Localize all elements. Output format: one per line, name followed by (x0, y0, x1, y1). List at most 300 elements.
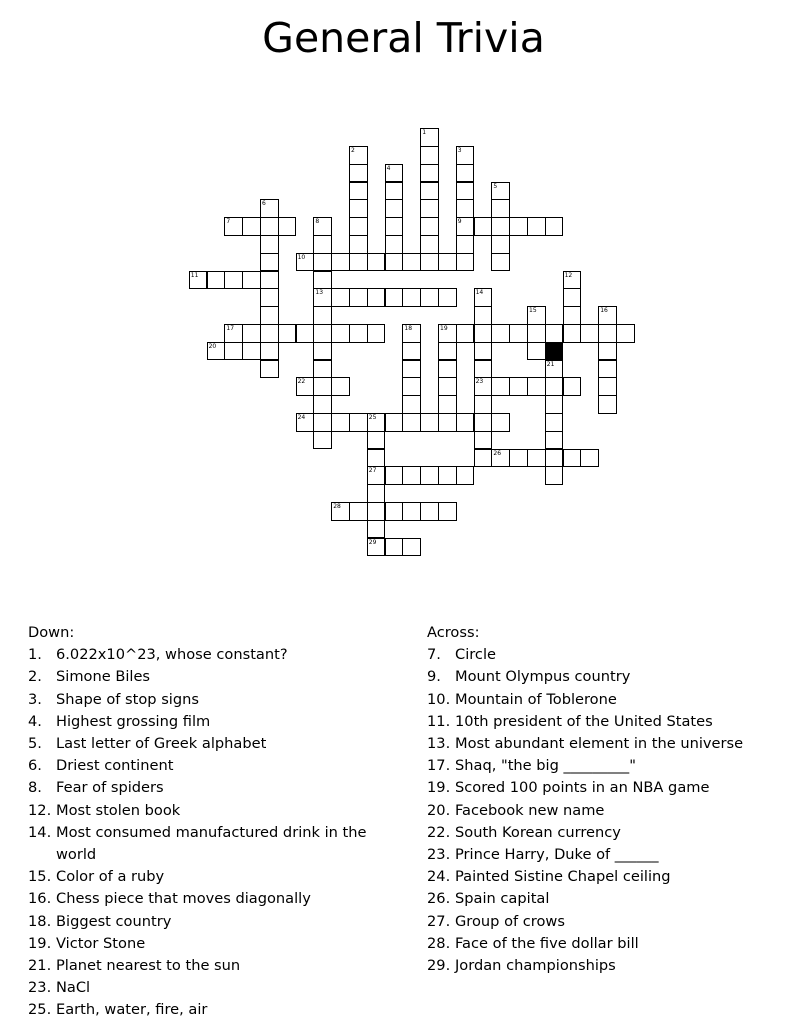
grid-cell[interactable] (545, 449, 564, 468)
grid-cell[interactable] (438, 413, 457, 432)
clue-text: South Korean currency (455, 823, 621, 841)
grid-cell[interactable] (598, 377, 617, 396)
across-clue (427, 911, 797, 933)
down-clue (28, 977, 398, 999)
clue-number: 15. (28, 868, 52, 886)
grid-cell[interactable] (260, 306, 279, 325)
grid-cell[interactable] (580, 449, 599, 468)
grid-cell[interactable] (420, 235, 439, 254)
cell-number: 11 (190, 271, 199, 279)
grid-cell[interactable] (527, 324, 546, 343)
grid-cell[interactable] (491, 413, 510, 432)
across-clue (427, 666, 797, 688)
grid-cell[interactable] (420, 199, 439, 218)
cell-number: 22 (297, 378, 306, 386)
clue-number: 12. (28, 801, 52, 819)
cell-number: 17 (226, 325, 235, 332)
down-clue (28, 933, 398, 955)
cell-number: 7 (226, 218, 231, 226)
grid-cell[interactable] (545, 324, 564, 343)
grid-cell[interactable] (402, 466, 421, 485)
grid-cell[interactable] (402, 324, 421, 343)
clue-number: 10. (427, 690, 451, 708)
clue-number: 17. (427, 757, 451, 775)
clue-number: 6. (28, 757, 42, 775)
grid-cell[interactable] (438, 324, 457, 343)
grid-cell[interactable] (367, 413, 386, 432)
grid-cell[interactable] (438, 288, 457, 307)
grid-cell[interactable] (456, 235, 475, 254)
grid-cell[interactable] (509, 324, 528, 343)
grid-cell[interactable] (402, 502, 421, 521)
grid-cell[interactable] (260, 235, 279, 254)
grid-cell[interactable] (242, 217, 261, 236)
grid-cell[interactable] (349, 182, 368, 201)
down-clues (28, 622, 398, 1022)
grid-cell[interactable] (367, 449, 386, 468)
grid-cell[interactable] (385, 199, 404, 218)
clue-number: 19. (427, 779, 451, 797)
grid-cell[interactable] (402, 360, 421, 379)
cell-number: 5 (493, 182, 498, 190)
clue-number: 21. (28, 957, 52, 975)
clue-text: Most stolen book (56, 801, 181, 819)
grid-cell[interactable] (420, 502, 439, 521)
clue-text: Victor Stone (56, 934, 146, 952)
grid-cell[interactable] (367, 431, 386, 450)
down-clue (28, 955, 398, 977)
clue-text: 6.022x10^23, whose constant? (56, 646, 288, 664)
grid-cell[interactable] (260, 360, 279, 379)
grid-cell[interactable] (260, 217, 279, 236)
down-clue (28, 689, 398, 711)
grid-cell[interactable] (545, 413, 564, 432)
down-clue (28, 666, 398, 688)
grid-cell[interactable] (616, 324, 635, 343)
cell-number: 16 (600, 307, 608, 315)
grid-cell[interactable] (491, 377, 510, 396)
grid-cell[interactable] (438, 253, 457, 272)
grid-cell[interactable] (402, 413, 421, 432)
grid-cell[interactable] (456, 324, 475, 343)
grid-cell[interactable] (402, 395, 421, 414)
cell-number: 20 (208, 342, 217, 350)
clue-number: 7. (427, 646, 441, 664)
cell-number: 8 (315, 218, 320, 226)
grid-cell[interactable] (224, 217, 243, 236)
clue-number: 19. (28, 934, 52, 952)
grid-cell[interactable] (474, 217, 493, 236)
across-clue (427, 933, 797, 955)
clue-number: 28. (427, 934, 451, 952)
across-clue (427, 888, 797, 910)
across-header: Across: (427, 624, 480, 641)
down-clue (28, 888, 398, 910)
grid-cell[interactable] (260, 271, 279, 290)
grid-cell[interactable] (331, 377, 350, 396)
black-cell (545, 342, 564, 361)
grid-cell[interactable] (420, 164, 439, 183)
grid-cell[interactable] (367, 520, 386, 539)
clue-text: Face of the five dollar bill (455, 934, 639, 952)
clue-text: Mountain of Toblerone (455, 690, 617, 708)
grid-cell[interactable] (313, 395, 332, 414)
grid-cell[interactable] (420, 466, 439, 485)
grid-cell[interactable] (456, 217, 475, 236)
grid-cell[interactable] (331, 502, 350, 521)
grid-cell[interactable] (278, 324, 297, 343)
grid-cell[interactable] (385, 164, 404, 183)
grid-cell[interactable] (313, 413, 332, 432)
grid-cell[interactable] (260, 342, 279, 361)
clue-number: 3. (28, 690, 42, 708)
clue-text: Painted Sistine Chapel ceiling (455, 868, 671, 886)
down-clue (28, 777, 398, 799)
cell-number: 4 (386, 164, 391, 172)
clue-text: Most abundant element in the universe (455, 735, 744, 752)
down-header: Down: (28, 624, 75, 641)
grid-cell[interactable] (438, 377, 457, 396)
grid-cell[interactable] (260, 253, 279, 272)
clue-text: Group of crows (455, 912, 565, 930)
grid-cell[interactable] (491, 324, 510, 343)
across-clue (427, 777, 797, 799)
grid-cell[interactable] (563, 306, 582, 325)
clue-text: Planet nearest to the sun (56, 957, 241, 975)
grid-cell[interactable] (438, 360, 457, 379)
clue-number: 5. (28, 735, 42, 752)
clue-number: 4. (28, 712, 42, 730)
grid-cell[interactable] (331, 324, 350, 343)
clue-text: Spain capital (455, 890, 550, 908)
grid-cell[interactable] (367, 288, 386, 307)
clue-number: 24. (427, 868, 451, 886)
grid-cell[interactable] (385, 235, 404, 254)
clue-number: 2. (28, 668, 42, 686)
cell-number: 1 (422, 129, 427, 137)
grid-cell[interactable] (331, 413, 350, 432)
cell-number: 10 (297, 253, 306, 261)
grid-cell[interactable] (527, 342, 546, 361)
across-clue-list (427, 644, 797, 977)
grid-cell[interactable] (207, 271, 226, 290)
grid-cell[interactable] (313, 271, 332, 290)
across-clue (427, 822, 797, 844)
grid-cell[interactable] (456, 164, 475, 183)
grid-cell[interactable] (438, 466, 457, 485)
across-clues (427, 622, 797, 977)
clue-number: 23. (427, 846, 451, 864)
clue-number: 16. (28, 890, 52, 908)
grid-cell[interactable] (331, 253, 350, 272)
clue-number: 1. (28, 646, 42, 664)
grid-cell[interactable] (509, 217, 528, 236)
grid-cell[interactable] (385, 217, 404, 236)
grid-cell[interactable] (242, 324, 261, 343)
clue-text: Jordan championships (455, 957, 616, 975)
grid-cell[interactable] (527, 306, 546, 325)
grid-cell[interactable] (402, 342, 421, 361)
grid-cell[interactable] (563, 324, 582, 343)
grid-cell[interactable] (385, 253, 404, 272)
grid-cell[interactable] (438, 342, 457, 361)
cell-number: 15 (529, 307, 537, 315)
grid-cell[interactable] (456, 413, 475, 432)
grid-cell[interactable] (545, 377, 564, 396)
grid-cell[interactable] (474, 342, 493, 361)
across-clue (427, 844, 797, 866)
clue-number: 11. (427, 712, 451, 730)
clue-number: 8. (28, 779, 42, 797)
grid-cell[interactable] (296, 253, 315, 272)
grid-cell[interactable] (456, 199, 475, 218)
grid-cell[interactable] (580, 324, 599, 343)
grid-cell[interactable] (402, 288, 421, 307)
down-clue (28, 733, 398, 755)
grid-cell[interactable] (242, 342, 261, 361)
clue-text: Most consumed manufactured drink in the world (56, 823, 367, 864)
cell-number: 24 (297, 414, 306, 421)
grid-cell[interactable] (385, 182, 404, 201)
grid-cell[interactable] (224, 342, 243, 361)
cell-number: 2 (351, 147, 355, 154)
cell-number: 21 (546, 360, 555, 368)
clue-number: 9. (427, 668, 441, 686)
clue-number: 18. (28, 912, 52, 930)
cell-number: 29 (368, 538, 377, 546)
grid-cell[interactable] (491, 182, 510, 201)
grid-cell[interactable] (456, 182, 475, 201)
grid-cell[interactable] (313, 306, 332, 325)
down-clue (28, 866, 398, 888)
across-clue (427, 955, 797, 977)
clue-text: Scored 100 points in an NBA game (455, 779, 710, 797)
grid-cell[interactable] (563, 449, 582, 468)
grid-cell[interactable] (598, 324, 617, 343)
grid-cell[interactable] (224, 324, 243, 343)
clue-number: 23. (28, 979, 52, 997)
grid-cell[interactable] (385, 502, 404, 521)
grid-cell[interactable] (313, 235, 332, 254)
grid-cell[interactable] (224, 271, 243, 290)
grid-cell[interactable] (527, 449, 546, 468)
grid-cell[interactable] (456, 466, 475, 485)
grid-cell[interactable] (491, 253, 510, 272)
clue-text: Prince Harry, Duke of ______ (455, 846, 659, 864)
grid-cell[interactable] (545, 360, 564, 379)
across-clue (427, 711, 797, 733)
clue-text: Fear of spiders (56, 779, 164, 797)
clue-text: NaCl (56, 979, 91, 997)
grid-cell[interactable] (420, 146, 439, 165)
clue-number: 26. (427, 890, 451, 908)
grid-cell[interactable] (385, 413, 404, 432)
grid-cell[interactable] (474, 324, 493, 343)
clue-number: 13. (427, 735, 451, 752)
grid-cell[interactable] (474, 306, 493, 325)
grid-cell[interactable] (242, 271, 261, 290)
grid-cell[interactable] (420, 288, 439, 307)
down-clue (28, 999, 398, 1021)
grid-cell[interactable] (491, 199, 510, 218)
grid-cell[interactable] (438, 502, 457, 521)
clue-text: Shape of stop signs (56, 690, 199, 708)
grid-cell[interactable] (313, 377, 332, 396)
grid-cell[interactable] (296, 377, 315, 396)
grid-cell[interactable] (349, 164, 368, 183)
page-title: General Trivia (262, 14, 545, 62)
grid-cell[interactable] (563, 288, 582, 307)
grid-cell[interactable] (420, 253, 439, 272)
grid-cell[interactable] (207, 342, 226, 361)
grid-cell[interactable] (385, 538, 404, 557)
across-clue (427, 800, 797, 822)
cell-number: 3 (457, 147, 462, 154)
across-clue (427, 866, 797, 888)
grid-cell[interactable] (474, 449, 493, 468)
grid-cell[interactable] (189, 271, 208, 290)
cell-number: 9 (457, 218, 462, 226)
clue-number: 25. (28, 1001, 52, 1019)
cell-number: 25 (368, 414, 377, 421)
across-clue (427, 755, 797, 777)
clue-text: Highest grossing film (56, 712, 211, 730)
down-clue-list (28, 644, 398, 1021)
grid-cell[interactable] (296, 324, 315, 343)
grid-cell[interactable] (509, 449, 528, 468)
cell-number: 26 (493, 449, 502, 457)
grid-cell[interactable] (367, 324, 386, 343)
grid-cell[interactable] (474, 288, 493, 307)
across-clue (427, 733, 797, 755)
grid-cell[interactable] (367, 466, 386, 485)
clue-text: Biggest country (56, 912, 172, 930)
grid-cell[interactable] (598, 342, 617, 361)
across-clue (427, 689, 797, 711)
grid-cell[interactable] (420, 217, 439, 236)
grid-cell[interactable] (367, 538, 386, 557)
across-clue (427, 644, 797, 666)
grid-cell[interactable] (402, 253, 421, 272)
down-clue (28, 822, 398, 866)
grid-cell[interactable] (527, 377, 546, 396)
grid-cell[interactable] (349, 288, 368, 307)
grid-cell[interactable] (278, 217, 297, 236)
grid-cell[interactable] (402, 538, 421, 557)
grid-cell[interactable] (563, 271, 582, 290)
clue-text: Earth, water, fire, air (56, 1001, 208, 1019)
grid-cell[interactable] (474, 413, 493, 432)
grid-cell[interactable] (402, 377, 421, 396)
clue-number: 20. (427, 801, 451, 819)
cell-number: 28 (333, 503, 341, 510)
grid-cell[interactable] (349, 146, 368, 165)
grid-cell[interactable] (545, 431, 564, 450)
grid-cell[interactable] (349, 235, 368, 254)
down-clue (28, 755, 398, 777)
grid-cell[interactable] (331, 288, 350, 307)
clue-text: Circle (455, 646, 496, 664)
grid-cell[interactable] (563, 377, 582, 396)
grid-cell[interactable] (491, 449, 510, 468)
grid-cell[interactable] (349, 253, 368, 272)
clue-text: Last letter of Greek alphabet (56, 735, 267, 752)
grid-cell[interactable] (474, 360, 493, 379)
grid-cell[interactable] (313, 360, 332, 379)
grid-cell[interactable] (313, 253, 332, 272)
grid-cell[interactable] (474, 395, 493, 414)
clue-text: Driest continent (56, 757, 174, 775)
grid-cell[interactable] (545, 466, 564, 485)
grid-cell[interactable] (349, 502, 368, 521)
clue-text: Simone Biles (56, 668, 151, 686)
grid-cell[interactable] (420, 413, 439, 432)
grid-cell[interactable] (509, 377, 528, 396)
grid-cell[interactable] (260, 288, 279, 307)
grid-cell[interactable] (545, 217, 564, 236)
grid-cell[interactable] (438, 395, 457, 414)
grid-cell[interactable] (260, 324, 279, 343)
down-clue (28, 644, 398, 666)
clue-text: Shaq, "the big _________" (455, 757, 636, 775)
cell-number: 6 (262, 200, 266, 208)
grid-cell[interactable] (385, 288, 404, 307)
grid-cell[interactable] (474, 377, 493, 396)
grid-cell[interactable] (313, 288, 332, 307)
grid-cell[interactable] (349, 324, 368, 343)
grid-cell[interactable] (349, 199, 368, 218)
clue-text: Facebook new name (455, 801, 605, 819)
clue-number: 14. (28, 823, 52, 841)
grid-cell[interactable] (367, 484, 386, 503)
grid-cell[interactable] (420, 182, 439, 201)
grid-cell[interactable] (456, 146, 475, 165)
grid-cell[interactable] (385, 466, 404, 485)
grid-cell[interactable] (545, 395, 564, 414)
cell-number: 19 (440, 325, 448, 332)
clue-number: 22. (427, 823, 451, 841)
down-clue (28, 800, 398, 822)
grid-cell[interactable] (456, 253, 475, 272)
grid-cell[interactable] (527, 217, 546, 236)
grid-cell[interactable] (367, 502, 386, 521)
grid-cell[interactable] (313, 342, 332, 361)
grid-cell[interactable] (367, 253, 386, 272)
grid-cell[interactable] (260, 199, 279, 218)
cell-number: 27 (368, 467, 377, 475)
grid-cell[interactable] (491, 235, 510, 254)
cell-number: 18 (404, 325, 413, 332)
down-clue (28, 711, 398, 733)
grid-cell[interactable] (349, 413, 368, 432)
cell-number: 12 (564, 271, 573, 279)
grid-cell[interactable] (420, 128, 439, 147)
grid-cell[interactable] (598, 395, 617, 414)
grid-cell[interactable] (349, 217, 368, 236)
clue-text: 10th president of the United States (455, 712, 713, 730)
grid-cell[interactable] (474, 431, 493, 450)
grid-cell[interactable] (296, 413, 315, 432)
grid-cell[interactable] (313, 324, 332, 343)
clue-number: 29. (427, 957, 451, 975)
grid-cell[interactable] (598, 360, 617, 379)
grid-cell[interactable] (313, 217, 332, 236)
grid-cell[interactable] (313, 431, 332, 450)
grid-cell[interactable] (491, 217, 510, 236)
down-clue (28, 911, 398, 933)
grid-cell[interactable] (598, 306, 617, 325)
cell-number: 23 (475, 378, 484, 386)
